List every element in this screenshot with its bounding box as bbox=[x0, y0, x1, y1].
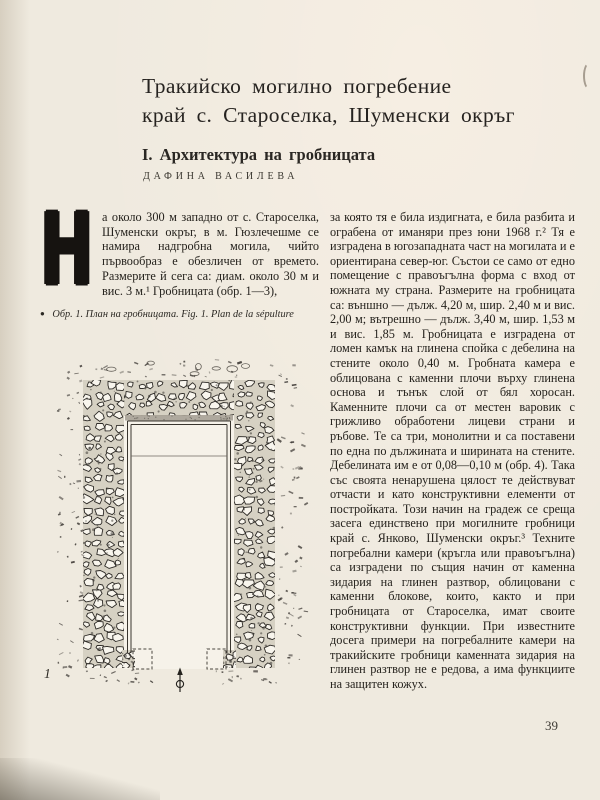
figure-number-label: 1 bbox=[44, 666, 51, 681]
figure-caption bbox=[40, 307, 314, 321]
article-subtitle: I. Архитектура на гробницата bbox=[142, 144, 376, 164]
scan-shadow-artifact bbox=[0, 758, 160, 800]
scan-edge-artifact bbox=[583, 62, 596, 90]
left-column-text: а около 300 м западно от с. Староселка, Шуменски окръг, в м. Гюзлечешме се намира надгробна могила, чийто първообраз е обезличен от времето. Размерите й сега са: диам. около 30 м и вис. 3 м.¹ Гробницата (обр. 1—3), bbox=[102, 210, 319, 298]
title-line-1: Тракийско могилно погребение bbox=[142, 74, 452, 99]
figure-caption-french: Fig. 1. Plan de la sépulture bbox=[181, 309, 294, 321]
tomb-plan-drawing bbox=[40, 348, 320, 708]
masonry-wall bbox=[233, 380, 278, 674]
north-arrow-icon bbox=[176, 668, 183, 693]
left-column bbox=[40, 191, 319, 321]
masonry-wall bbox=[81, 379, 128, 672]
title-line-2: край с. Староселка, Шуменски окръг bbox=[142, 102, 515, 127]
right-column bbox=[330, 210, 575, 692]
right-column-text: за която тя е била издигната, е била разбита и ограбена от иманяри през юни 1968 г.² Тя е изградена в югозападната част на могилата и е ориентирана север-юг. Състои се само от едно помещение с правоъгълна форма с вход от южната му страна. Размерите на гробницата са: външно — дълж. 4,20 м, шир. 2,40 м и вис. 2,00 м; вътрешно — дълж. 3,40 м, шир. 1,53 м и вис. 1,85 м. Гробницата е изградена от ломен камък на глинена спойка с дебелина на стените около 0,40 м. Гробната камера е облицована с каменни плочи върху глинена основа и тънък слой от бял хоросан. Каменните плочи са от местен варовик с грижливо обработени лицеви страни и ръбове. Те са три, монолитни и са поставени по една по дължината и ширината на стените. Дебелината им е от 0,08—0,10 м (обр. 4). Така със своята ненарушена цялост те действуват отчасти и като конструктивни елементи от постройката. Този начин на градеж се среща засега единствено при могилните гробници край с. Янково, Шуменски окръг.³ Техните погребални камери (кръгла или правоъгълна) са изградени по същия начин от каменна зидария на глинен разтвор, облицовани с каменни блокове, които, както и при гробницата от Староселка, имат своите конструктивни функции. При известните досега примери на погребалните камери на тракийските гробници каменната зидария на глинен разтвор не е редова, а има функциите на защитен кожух. bbox=[330, 210, 575, 691]
author-name: ДАФИНА ВАСИЛЕВА bbox=[143, 171, 299, 182]
page-title bbox=[142, 72, 587, 129]
tomb-plan-figure bbox=[40, 348, 320, 712]
bullet-icon: ● bbox=[40, 309, 45, 319]
page-number: 39 bbox=[545, 718, 558, 733]
dropcap-letter: Н bbox=[40, 191, 94, 308]
figure-caption-bulgarian: Обр. 1. План на гробницата. bbox=[52, 309, 179, 321]
